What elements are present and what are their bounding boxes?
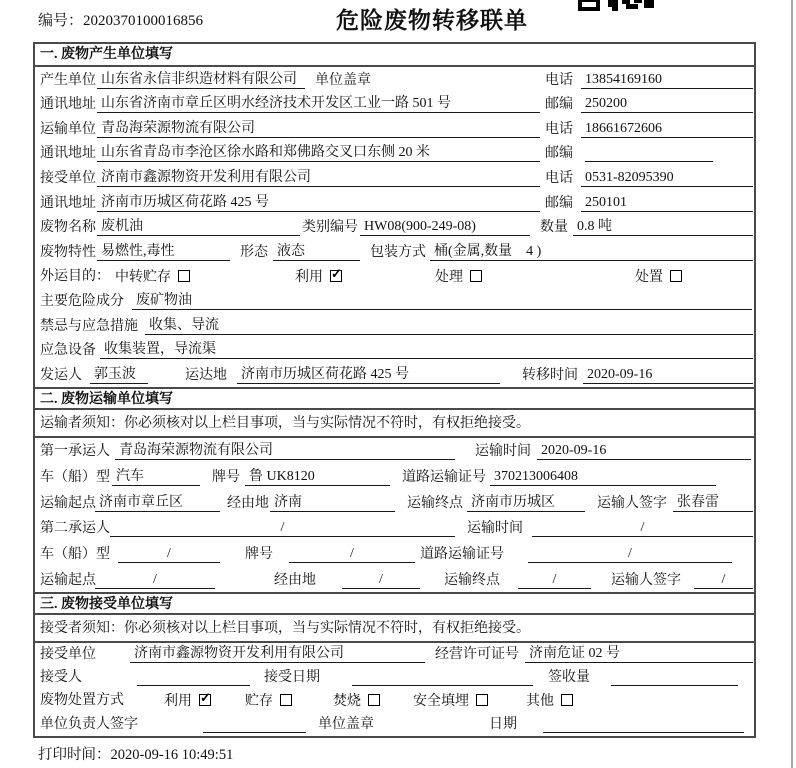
serial-number	[38, 9, 203, 30]
row-transporter-address	[35, 141, 754, 166]
zip-label: 邮编	[545, 146, 573, 162]
option-incinerate	[333, 691, 380, 709]
row-manager-sign	[35, 712, 754, 735]
option-landfill	[413, 691, 488, 709]
checkbox-treat	[470, 270, 482, 282]
address-field: 山东省青岛市李沧区徐水路和郑佛路交叉口东侧 20 米	[97, 144, 540, 162]
road-license-label: 道路运输证号	[402, 470, 486, 486]
option-storage	[245, 691, 292, 709]
category-code-field: HW08(900-249-08)	[360, 218, 530, 236]
row-recipient	[35, 666, 754, 689]
transfer-time-label: 转移时间	[522, 367, 578, 383]
option-utilize	[295, 267, 342, 285]
address-field: 济南市历城区荷花路 425 号	[97, 194, 540, 212]
serial-value: 2020370100016856	[83, 13, 204, 29]
option-transfer-storage	[115, 267, 190, 285]
carrier-sign-label: 运输人签字	[597, 495, 667, 511]
origin-label: 运输起点	[40, 495, 96, 511]
quantity-field: 0.8 吨	[573, 218, 753, 236]
row-emergency-equipment	[35, 338, 754, 363]
quantity-label: 数量	[540, 220, 568, 236]
endpoint-field: /	[518, 571, 591, 589]
row-transporter	[35, 116, 754, 141]
endpoint-field: 济南市历城区	[467, 494, 585, 512]
taboo-measures-field: 收集、导流	[145, 317, 753, 335]
transporter-notice: 运输者须知：你必须核对以上栏目事项，当与实际情况不符时，有权拒绝接受。	[35, 410, 754, 438]
row-vehicle-1	[35, 463, 754, 489]
unit-seal-label: 单位盖章	[315, 72, 371, 88]
vehicle-type-label: 车（船）型	[40, 470, 110, 486]
section-transporter	[35, 387, 754, 592]
emergency-equipment-label: 应急设备	[40, 343, 96, 359]
print-time-value: 2020-09-16 10:49:51	[110, 747, 234, 763]
phone-field: 13854169160	[581, 71, 753, 89]
checkbox-transfer-storage	[178, 270, 190, 282]
transport-time-field: 2020-09-16	[537, 442, 751, 460]
checkbox-landfill	[476, 694, 488, 706]
row-transfer-purpose	[35, 264, 754, 289]
received-amount-field-empty	[611, 668, 738, 686]
receive-unit-label: 接受单位	[40, 647, 96, 663]
checkbox-dispose	[670, 270, 682, 282]
endpoint-label: 运输终点	[407, 495, 463, 511]
waste-character-field: 易燃性,毒性	[97, 243, 230, 261]
address-field: 山东省济南市章丘区明水经济技术开发区工业一路 501 号	[97, 95, 540, 113]
carrier-sign-field: 张春雷	[673, 494, 753, 512]
receive-date-field-empty	[352, 668, 533, 686]
receiver-label: 接受单位	[40, 170, 96, 186]
shipper-field: 郭玉波	[90, 366, 148, 384]
waste-name-field: 废机油	[97, 218, 300, 236]
option-label: 其他	[526, 694, 554, 710]
transporter-field: 青岛海荣源物流有限公司	[97, 120, 540, 138]
road-license-field: 370213006408	[490, 468, 716, 486]
transport-time-field: /	[532, 519, 753, 537]
checkbox-utilize	[199, 694, 211, 706]
recipient-field-empty	[137, 668, 250, 686]
phone-label: 电话	[545, 72, 573, 88]
emergency-equipment-field: 收集装置，导流渠	[100, 341, 753, 359]
checkbox-other	[561, 694, 573, 706]
manager-sign-field-empty	[203, 715, 306, 733]
second-carrier-field: /	[110, 519, 455, 537]
packaging-field: 桶(金属,数量 4 )	[430, 243, 753, 261]
plate-number-field: /	[289, 545, 415, 563]
row-waste-character	[35, 239, 754, 264]
carrier-sign-label: 运输人签字	[611, 572, 681, 588]
transporter-label: 运输单位	[40, 121, 96, 137]
road-license-field: /	[528, 545, 732, 563]
section-receiver-title: 三. 废物接受单位填写	[35, 592, 754, 615]
shipper-label: 发运人	[40, 367, 82, 383]
row-first-carrier	[35, 438, 754, 464]
receiver-field: 济南市鑫源物资开发利用有限公司	[97, 169, 540, 187]
section-receiver	[35, 592, 754, 736]
origin-field: 济南市章丘区	[95, 494, 220, 512]
via-field: 济南	[270, 494, 395, 512]
row-receiver-address	[35, 190, 754, 215]
print-time	[38, 743, 233, 764]
phone-field: 0531-82095390	[581, 169, 753, 187]
address-label: 通讯地址	[40, 195, 96, 211]
manager-sign-label: 单位负责人签字	[40, 716, 138, 732]
producer-field: 山东省永信非织造材料有限公司	[97, 71, 305, 89]
form-state-label: 形态	[240, 244, 268, 260]
zip-field-empty	[585, 144, 713, 162]
received-amount-label: 签收量	[548, 670, 590, 686]
row-route-1	[35, 489, 754, 515]
packaging-label: 包装方式	[370, 244, 426, 260]
manifest-form	[33, 42, 756, 738]
row-shipper	[35, 362, 754, 387]
row-receiver	[35, 165, 754, 190]
receive-unit-field: 济南市鑫源物资开发利用有限公司	[130, 645, 425, 663]
row-receive-unit	[35, 643, 754, 666]
zip-label: 邮编	[545, 195, 573, 211]
destination-field: 济南市历城区荷花路 425 号	[237, 366, 500, 384]
date-label: 日期	[489, 716, 517, 732]
option-label: 处理	[435, 270, 463, 286]
zip-field: 250200	[581, 95, 753, 113]
vehicle-type-label: 车（船）型	[40, 547, 110, 563]
permit-number-label: 经营许可证号	[435, 647, 519, 663]
option-treat	[435, 267, 482, 285]
option-label: 利用	[295, 270, 323, 286]
receive-date-label: 接受日期	[264, 670, 320, 686]
row-hazard-component	[35, 288, 754, 313]
origin-label: 运输起点	[40, 572, 96, 588]
row-disposal-method	[35, 689, 754, 712]
option-label: 安全填埋	[413, 694, 469, 710]
option-label: 贮存	[245, 694, 273, 710]
checkbox-storage	[280, 694, 292, 706]
section-producer	[35, 44, 754, 387]
endpoint-label: 运输终点	[444, 572, 500, 588]
taboo-measures-label: 禁忌与应急措施	[40, 318, 138, 334]
row-producer	[35, 67, 754, 92]
row-waste-name	[35, 215, 754, 240]
producer-label: 产生单位	[40, 72, 96, 88]
carrier-sign-field: /	[694, 571, 753, 589]
phone-field: 18661672606	[581, 120, 753, 138]
disposal-method-label: 废物处置方式	[40, 693, 124, 709]
row-second-carrier	[35, 515, 754, 541]
option-other	[526, 691, 573, 709]
option-dispose	[635, 267, 682, 285]
vehicle-type-field: /	[118, 545, 220, 563]
transport-time-label: 运输时间	[475, 444, 531, 460]
via-field: /	[342, 571, 420, 589]
first-carrier-label: 第一承运人	[40, 444, 110, 460]
qr-code-fragment	[578, 0, 654, 11]
option-label: 利用	[164, 694, 192, 710]
row-taboo-measures	[35, 313, 754, 338]
plate-number-label: 牌号	[245, 547, 273, 563]
transfer-time-field: 2020-09-16	[583, 366, 753, 384]
plate-number-label: 牌号	[212, 470, 240, 486]
page-title: 危险废物转移联单	[336, 8, 528, 33]
transport-time-label: 运输时间	[467, 521, 523, 537]
option-label: 处置	[635, 270, 663, 286]
destination-label: 运达地	[185, 367, 227, 383]
section-transporter-title: 二. 废物运输单位填写	[35, 387, 754, 410]
phone-label: 电话	[545, 170, 573, 186]
option-utilize	[164, 691, 211, 709]
permit-number-field: 济南危证 02 号	[525, 645, 753, 663]
purpose-label: 外运目的：	[40, 269, 110, 285]
hazard-component-field: 废矿物油	[132, 292, 752, 310]
zip-label: 邮编	[545, 97, 573, 113]
via-label: 经由地	[274, 572, 316, 588]
waste-character-label: 废物特性	[40, 244, 96, 260]
vehicle-type-field: 汽车	[112, 468, 200, 486]
row-route-2	[35, 566, 754, 592]
receiver-notice: 接受者须知：你必须核对以上栏目事项，当与实际情况不符时，有权拒绝接受。	[35, 615, 754, 643]
unit-seal-label: 单位盖章	[318, 716, 374, 732]
row-vehicle-2	[35, 540, 754, 566]
hazard-component-label: 主要危险成分	[40, 293, 124, 309]
category-code-label: 类别编号	[302, 220, 358, 236]
form-state-field: 液态	[273, 243, 360, 261]
option-label: 焚烧	[333, 694, 361, 710]
road-license-label: 道路运输证号	[420, 547, 504, 563]
date-field-empty	[543, 715, 744, 733]
address-label: 通讯地址	[40, 146, 96, 162]
section-producer-title: 一. 废物产生单位填写	[35, 44, 754, 67]
option-label: 中转贮存	[115, 270, 171, 286]
print-time-label: 打印时间：	[38, 747, 111, 763]
plate-number-field: 鲁 UK8120	[245, 468, 390, 486]
checkbox-utilize	[330, 270, 342, 282]
first-carrier-field: 青岛海荣源物流有限公司	[115, 442, 455, 460]
zip-field: 250101	[581, 194, 753, 212]
second-carrier-label: 第二承运人	[40, 521, 110, 537]
row-producer-address	[35, 92, 754, 117]
phone-label: 电话	[545, 121, 573, 137]
origin-field: /	[95, 571, 215, 589]
checkbox-incinerate	[368, 694, 380, 706]
page-edge-divider	[791, 0, 793, 768]
serial-label: 编号：	[38, 13, 84, 29]
waste-name-label: 废物名称	[40, 220, 96, 236]
address-label: 通讯地址	[40, 97, 96, 113]
recipient-label: 接受人	[40, 670, 82, 686]
via-label: 经由地	[227, 495, 269, 511]
